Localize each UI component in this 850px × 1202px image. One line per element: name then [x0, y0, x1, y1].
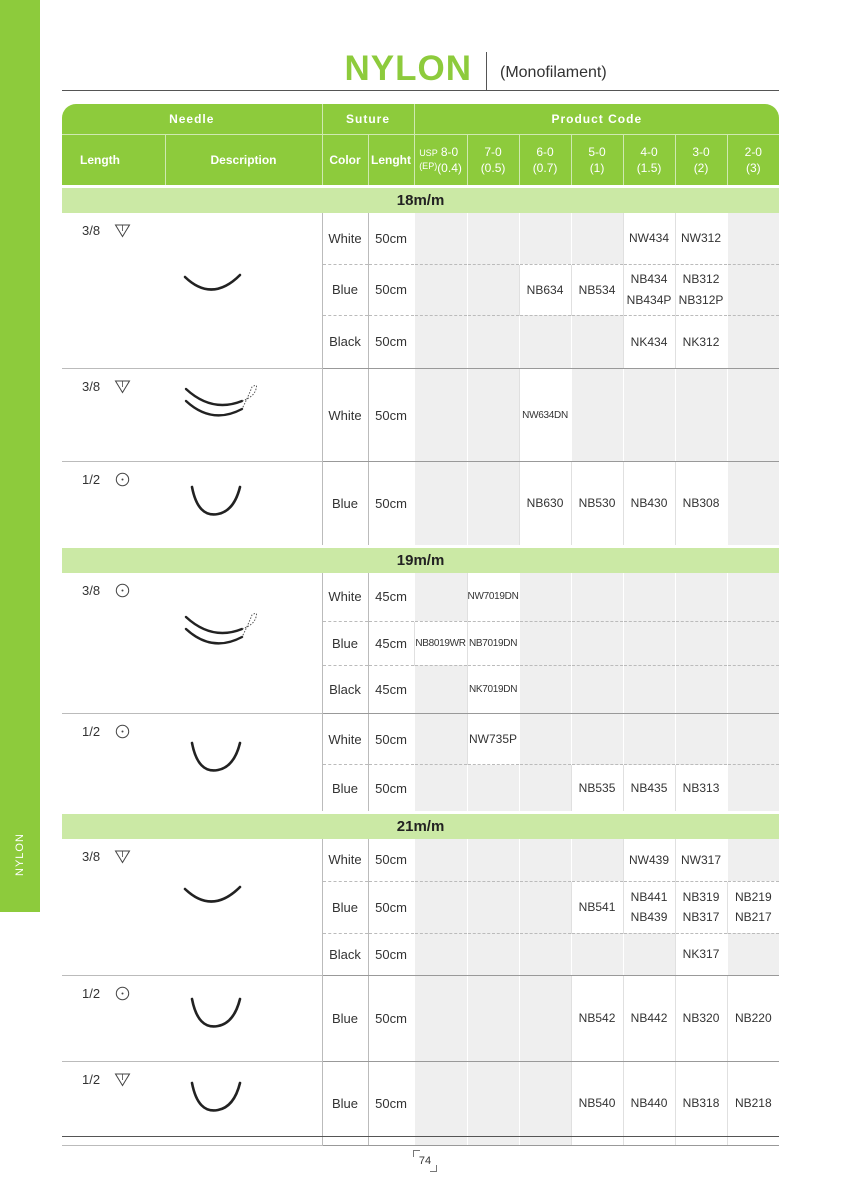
product-code-cell [727, 839, 779, 881]
product-code: NB220 [734, 1011, 772, 1026]
product-code-cell [467, 765, 519, 813]
product-code-cell [727, 462, 779, 547]
header-row-top [62, 104, 779, 135]
needle-length: 1/2 [82, 986, 101, 1001]
product-code-cell [675, 264, 727, 315]
size-header-5 [675, 135, 727, 187]
table-row [62, 462, 779, 547]
product-code-cell [623, 839, 675, 881]
usp-size: 4-0 [640, 144, 658, 159]
product-code-cell [467, 264, 519, 315]
product-code-cell [414, 765, 467, 813]
product-code-cell [519, 573, 571, 621]
product-code-cell [727, 213, 779, 264]
product-code: NB534 [578, 282, 616, 297]
product-code-cell [727, 621, 779, 665]
needle-box [62, 839, 322, 975]
ep-size: (0.5) [480, 161, 506, 175]
product-code-cell [414, 573, 467, 621]
needle-illustration [182, 613, 262, 659]
product-code-cell [414, 714, 467, 765]
needle-box [62, 1062, 322, 1145]
product-code: NB8019WR [415, 637, 466, 649]
suture-color: White [322, 213, 368, 264]
product-code-cell [623, 881, 675, 933]
product-code-cell [519, 839, 571, 881]
product-code-cell [675, 573, 727, 621]
needle-box [62, 573, 322, 713]
suture-color: Blue [322, 881, 368, 933]
needle-length: 1/2 [82, 724, 101, 739]
suture-length: 50cm [368, 839, 414, 881]
product-code-cell [467, 933, 519, 975]
suture-length: 50cm [368, 213, 414, 264]
product-code-cell [519, 881, 571, 933]
table-row [62, 369, 779, 462]
product-table [62, 104, 779, 1146]
product-code: NB430 [630, 496, 668, 511]
suture-color: Blue [322, 264, 368, 315]
needle-size-label: 18m/m [62, 187, 779, 214]
product-code: NK434 [630, 334, 668, 349]
product-code-cell [414, 976, 467, 1062]
product-code-cell [675, 315, 727, 368]
needle-cell [62, 462, 322, 547]
product-code-cell [623, 714, 675, 765]
needle-length: 3/8 [82, 849, 101, 864]
product-code-cell [571, 369, 623, 462]
product-code-cell [571, 213, 623, 264]
product-code: NB434P [626, 292, 672, 307]
page-title: NYLON [344, 49, 472, 88]
suture-length: 50cm [368, 264, 414, 315]
product-code: NB312 [682, 272, 720, 287]
product-code-cell [727, 976, 779, 1062]
product-code: NW317 [681, 852, 722, 867]
product-code-cell [571, 839, 623, 881]
needle-illustration [182, 271, 244, 309]
product-code-cell [519, 462, 571, 547]
product-code-cell [623, 462, 675, 547]
product-code-cell [675, 462, 727, 547]
header-row-bottom [62, 135, 779, 187]
suture-length: 50cm [368, 369, 414, 462]
product-code-cell [467, 369, 519, 462]
needle-cell [62, 369, 322, 462]
product-code-cell [519, 976, 571, 1062]
ep-size: (1.5) [636, 161, 662, 175]
product-code: NB542 [578, 1011, 616, 1026]
size-header-1 [467, 135, 519, 187]
product-code-cell [519, 665, 571, 713]
product-code-cell [571, 1062, 623, 1146]
product-code: NB219 [734, 889, 772, 904]
suture-length: 45cm [368, 621, 414, 665]
suture-length: 45cm [368, 573, 414, 621]
product-code-cell [467, 839, 519, 881]
suture-color: Blue [322, 1062, 368, 1146]
needle-box [62, 369, 322, 461]
needle-length: 1/2 [82, 472, 101, 487]
suture-length: 50cm [368, 315, 414, 368]
product-code-cell [675, 1062, 727, 1146]
product-code: NB312P [678, 292, 724, 307]
product-code: NB318 [682, 1096, 720, 1111]
product-code: NB218 [734, 1096, 772, 1111]
product-code-cell [727, 264, 779, 315]
product-code-cell [623, 1062, 675, 1146]
product-code-cell [519, 264, 571, 315]
product-code-cell [519, 765, 571, 813]
side-tab-label: NYLON [14, 833, 26, 877]
ep-size: (1) [589, 161, 605, 175]
product-code: NB319 [682, 889, 720, 904]
lenght-header: Lenght [368, 135, 414, 187]
product-code: NB541 [578, 900, 616, 915]
needle-illustration [188, 996, 248, 1034]
product-code: NB440 [630, 1096, 668, 1111]
product-code: NB630 [526, 496, 564, 511]
product-code-cell [571, 933, 623, 975]
product-code-cell [571, 462, 623, 547]
product-code-cell [414, 213, 467, 264]
product-code-cell [467, 714, 519, 765]
product-code-cell [519, 213, 571, 264]
suture-color: Black [322, 665, 368, 713]
product-code-cell [467, 621, 519, 665]
needle-cell [62, 213, 322, 369]
table-row [62, 714, 779, 765]
needle-cell [62, 573, 322, 714]
product-code: NB535 [578, 780, 616, 795]
ep-size: (2) [693, 161, 709, 175]
usp-size: 8-0 [440, 144, 459, 159]
triangle-icon [114, 849, 131, 864]
table-row [62, 213, 779, 264]
needle-illustration [182, 883, 248, 923]
size-header-3 [571, 135, 623, 187]
table-row [62, 1062, 779, 1146]
product-code: NB317 [682, 910, 720, 925]
product-code-cell [571, 315, 623, 368]
product-code: NB439 [630, 910, 668, 925]
product-code-cell [467, 881, 519, 933]
product-code-cell [623, 264, 675, 315]
product-code: NB442 [630, 1011, 668, 1026]
product-code-cell [727, 573, 779, 621]
circle-dot-icon [114, 986, 131, 1001]
product-code-cell [414, 839, 467, 881]
suture-length: 50cm [368, 765, 414, 813]
table-row [62, 839, 779, 881]
needle-length: 1/2 [82, 1072, 101, 1087]
product-code-cell [467, 573, 519, 621]
product-code-cell [623, 933, 675, 975]
product-code-cell [571, 573, 623, 621]
product-code-cell [727, 933, 779, 975]
product-code: NW7019DN [467, 591, 519, 603]
product-code-cell [623, 213, 675, 264]
product-code-cell [623, 369, 675, 462]
needle-size-row [62, 547, 779, 574]
suture-color: Blue [322, 765, 368, 813]
side-tab [0, 0, 40, 912]
triangle-icon [114, 1072, 131, 1087]
product-code-cell [414, 881, 467, 933]
product-code-cell [675, 839, 727, 881]
needle-length: 3/8 [82, 379, 101, 394]
circle-dot-icon [114, 472, 131, 487]
ep-label: (EP) [419, 161, 438, 171]
needle-box [62, 213, 322, 368]
product-code: NB217 [734, 910, 772, 925]
product-code-header: Product Code [414, 104, 779, 135]
suture-color: White [322, 714, 368, 765]
usp-ep-label [419, 147, 438, 173]
needle-cell [62, 839, 322, 976]
needle-box [62, 976, 322, 1061]
needle-illustration [182, 385, 262, 431]
product-code: NW434 [629, 231, 670, 246]
product-code-cell [467, 665, 519, 713]
ep-size: (0.7) [532, 161, 558, 175]
needle-cell [62, 976, 322, 1062]
product-code-cell [571, 765, 623, 813]
product-code: NB634 [526, 282, 564, 297]
needle-cell [62, 1062, 322, 1146]
product-code-cell [519, 714, 571, 765]
product-code-cell [727, 881, 779, 933]
bottom-rule [62, 1136, 779, 1137]
needle-header: Needle [62, 104, 322, 135]
ep-size: (0.4) [437, 161, 462, 175]
product-code-cell [623, 621, 675, 665]
suture-length: 50cm [368, 462, 414, 547]
product-code: NK317 [682, 947, 720, 962]
product-code: NB530 [578, 496, 616, 511]
product-code-cell [414, 1062, 467, 1146]
product-code-cell [414, 621, 467, 665]
suture-color: White [322, 369, 368, 462]
suture-length: 45cm [368, 665, 414, 713]
needle-size-row [62, 187, 779, 214]
suture-header: Suture [322, 104, 414, 135]
product-code-cell [675, 665, 727, 713]
product-code: NB308 [682, 496, 720, 511]
product-code-cell [727, 315, 779, 368]
ep-size: (3) [745, 161, 761, 175]
product-code: NB320 [682, 1011, 720, 1026]
length-header: Length [62, 135, 165, 187]
needle-length: 3/8 [82, 223, 101, 238]
needle-illustration [188, 484, 246, 520]
product-code: NK7019DN [468, 683, 518, 695]
circle-dot-icon [114, 583, 131, 598]
suture-color: Blue [322, 462, 368, 547]
usp-size: 7-0 [484, 144, 502, 159]
description-header: Description [165, 135, 322, 187]
size-header-2 [519, 135, 571, 187]
product-code-cell [519, 621, 571, 665]
product-code-cell [467, 315, 519, 368]
product-code-cell [571, 976, 623, 1062]
product-code-cell [675, 881, 727, 933]
suture-length: 50cm [368, 881, 414, 933]
product-code-cell [519, 315, 571, 368]
product-code-cell [571, 714, 623, 765]
needle-illustration [188, 1080, 248, 1118]
table-row [62, 573, 779, 621]
product-code-cell [519, 933, 571, 975]
product-code-cell [623, 976, 675, 1062]
product-code-cell [571, 665, 623, 713]
product-code-cell [571, 881, 623, 933]
product-code: NW735P [469, 731, 518, 746]
product-code: NW634DN [522, 409, 568, 421]
usp-size: 2-0 [744, 144, 762, 159]
product-code-cell [727, 1062, 779, 1146]
product-code-cell [414, 369, 467, 462]
product-code: NB435 [630, 780, 668, 795]
size-header-4 [623, 135, 675, 187]
title-divider [486, 52, 487, 90]
product-code-cell [571, 264, 623, 315]
product-code-cell [467, 1062, 519, 1146]
triangle-icon [114, 379, 131, 394]
product-code-cell [675, 933, 727, 975]
product-code: NW439 [629, 852, 670, 867]
product-code-cell [623, 765, 675, 813]
triangle-icon [114, 223, 131, 238]
usp-label: USP [419, 148, 438, 158]
product-code-cell [675, 976, 727, 1062]
product-code-cell [519, 369, 571, 462]
suture-length: 50cm [368, 933, 414, 975]
needle-box [62, 462, 322, 545]
product-code: NW312 [681, 231, 722, 246]
size-header-6 [727, 135, 779, 187]
product-code-cell [414, 315, 467, 368]
page-header [62, 48, 779, 91]
size-header-0 [414, 135, 467, 187]
product-code-cell [467, 462, 519, 547]
product-code: NB441 [630, 889, 668, 904]
color-header: Color [322, 135, 368, 187]
product-code-cell [623, 665, 675, 713]
suture-length: 50cm [368, 1062, 414, 1146]
product-code-cell [623, 315, 675, 368]
needle-size-label: 19m/m [62, 547, 779, 574]
product-code: NB540 [578, 1096, 616, 1111]
suture-color: Blue [322, 976, 368, 1062]
product-code-cell [675, 621, 727, 665]
usp-size: 6-0 [536, 144, 554, 159]
product-code-cell [675, 714, 727, 765]
product-code-cell [727, 765, 779, 813]
needle-size-label: 21m/m [62, 813, 779, 840]
usp-size: 3-0 [692, 144, 710, 159]
product-code: NK312 [682, 334, 720, 349]
product-code-cell [519, 1062, 571, 1146]
product-code-cell [467, 213, 519, 264]
product-code-cell [414, 264, 467, 315]
page-subtitle: (Monofilament) [500, 64, 607, 81]
product-code-cell [727, 369, 779, 462]
circle-dot-icon [114, 724, 131, 739]
needle-size-row [62, 813, 779, 840]
product-code-cell [675, 369, 727, 462]
product-code-cell [727, 665, 779, 713]
needle-box [62, 714, 322, 811]
suture-color: Blue [322, 621, 368, 665]
product-code: NB7019DN [468, 637, 518, 649]
product-code: NB434 [630, 272, 668, 287]
product-code: NB313 [682, 780, 720, 795]
needle-length: 3/8 [82, 583, 101, 598]
product-code-cell [727, 714, 779, 765]
suture-color: White [322, 839, 368, 881]
product-code-cell [414, 933, 467, 975]
needle-cell [62, 714, 322, 813]
product-code-cell [623, 573, 675, 621]
product-code-cell [414, 665, 467, 713]
product-code-cell [467, 976, 519, 1062]
product-code-cell [571, 621, 623, 665]
size-value [437, 144, 462, 176]
usp-size: 5-0 [588, 144, 606, 159]
suture-color: Black [322, 315, 368, 368]
product-code-cell [675, 765, 727, 813]
page-number: 74 [413, 1150, 437, 1172]
product-code-cell [675, 213, 727, 264]
suture-length: 50cm [368, 714, 414, 765]
suture-color: Black [322, 933, 368, 975]
table-row [62, 976, 779, 1062]
suture-color: White [322, 573, 368, 621]
suture-length: 50cm [368, 976, 414, 1062]
needle-illustration [188, 740, 246, 776]
product-code-cell [414, 462, 467, 547]
